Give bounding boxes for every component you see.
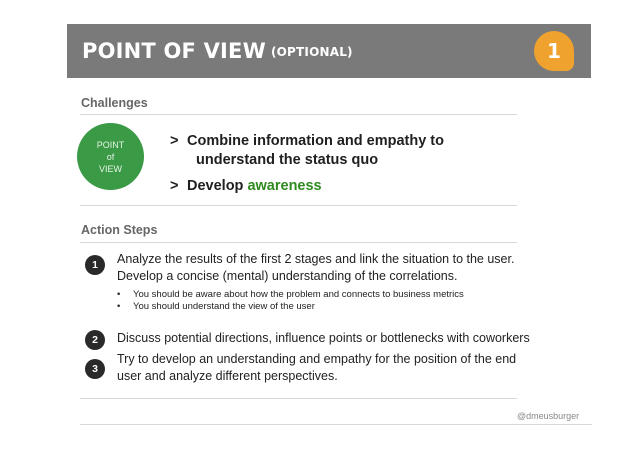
footer-divider <box>80 424 592 425</box>
bullet-text: You should understand the view of the user <box>133 301 315 312</box>
challenges-label: Challenges <box>81 96 148 110</box>
challenge-1-line-1: Combine information and empathy to <box>187 133 444 149</box>
action-steps-label: Action Steps <box>81 223 158 237</box>
challenges-bottom-divider <box>80 205 517 206</box>
bullet-text: You should be aware about how the problem and connects to business metrics <box>133 289 464 300</box>
action-steps-divider <box>80 242 517 243</box>
circle-line-2: of <box>106 151 115 162</box>
step-number-2: 2 <box>85 330 105 350</box>
step-badge: 1 <box>534 31 574 71</box>
step-3-line-2: user and analyze different perspectives. <box>117 369 338 383</box>
header-bar <box>67 24 591 78</box>
step-1-line-1: Analyze the results of the first 2 stages and link the situation to the user. <box>117 252 515 266</box>
challenge-item-2 <box>170 177 322 196</box>
author-credit: @dmeusburger <box>517 411 580 421</box>
challenge-2-text: Develop <box>187 178 244 194</box>
circle-line-1: POINT <box>96 139 125 150</box>
challenge-marker: > <box>170 133 179 149</box>
step-number-3: 3 <box>85 359 105 379</box>
step-2-line-1: Discuss potential directions, influence points or bottlenecks with coworkers <box>117 331 530 345</box>
step-1-line-2: Develop a concise (mental) understanding of the correlations. <box>117 269 458 283</box>
action-steps-bottom-divider <box>80 398 517 399</box>
challenge-2-highlight: awareness <box>247 178 322 194</box>
title-subtitle: (OPTIONAL) <box>270 45 353 59</box>
step-3-line-1: Try to develop an understanding and empathy for the position of the end <box>117 352 517 366</box>
step-1-bullet-2: • You should understand the view of the user <box>117 301 315 312</box>
point-of-view-circle <box>77 123 144 190</box>
title-text: POINT OF VIEW <box>82 39 266 63</box>
step-number-1: 1 <box>85 255 105 275</box>
challenges-divider <box>80 114 517 115</box>
step-1-bullet-1: • You should be aware about how the problem and connects to business metrics <box>117 289 464 300</box>
challenge-1-line-2: understand the status quo <box>196 152 379 168</box>
challenge-item-1 <box>170 132 444 170</box>
page-title <box>82 39 353 63</box>
circle-line-3: VIEW <box>98 163 122 174</box>
challenge-marker: > <box>170 178 179 194</box>
